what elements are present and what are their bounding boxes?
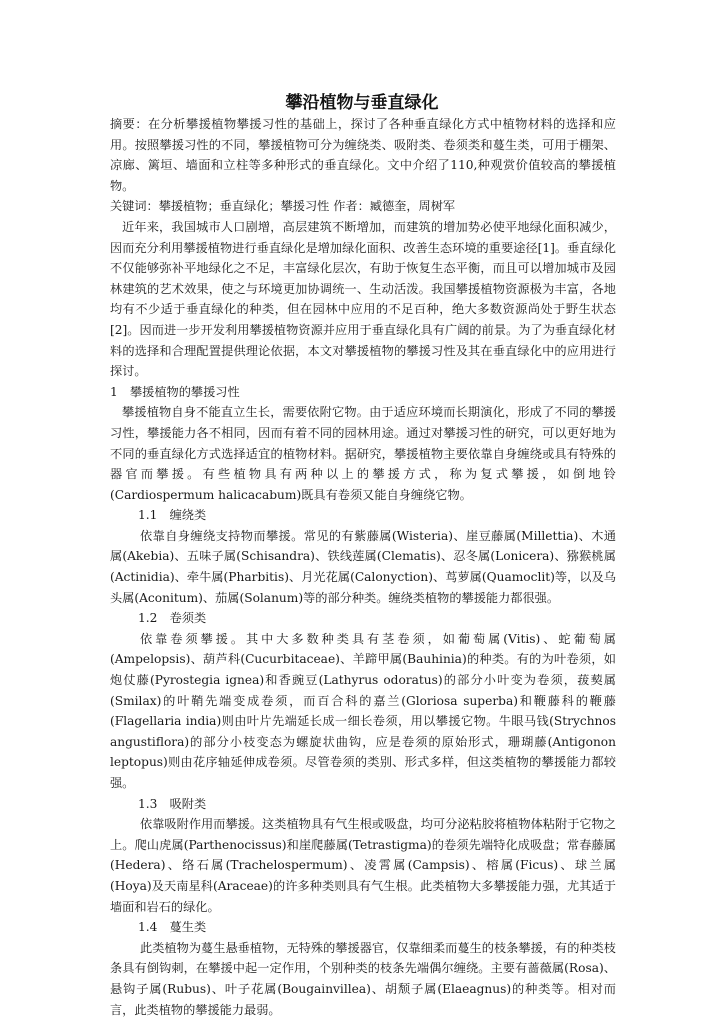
section-1-4-heading: 1.4 蔓生类 — [138, 920, 207, 935]
section-1-1-heading: 1.1 缠绕类 — [138, 508, 207, 523]
section-1-heading: 1 攀援植物的攀援习性 — [110, 384, 240, 399]
section-1-2-heading: 1.2 卷须类 — [138, 611, 207, 626]
section-1-2-paragraph: 依靠卷须攀援。其中大多数种类具有茎卷须，如葡萄属(Vitis)、蛇葡萄属(Ampelopsis)、葫芦科(Cucurbitaceae)、羊蹄甲属(Bauhinia)的种类。有的为叶卷须，如炮仗藤(Pyrostegia ignea)和香豌豆(Lathyrus odoratus)的部分小叶变为卷须，菝葜属(Smilax)的叶鞘先端变成卷须，而百合科的嘉兰(Gloriosa superba)和鞭藤科的鞭藤(Flagellaria india)则由叶片先端延长成一细长卷须，用以攀援它物。牛眼马钱(Strychnos angustiflora)的部分小枝变态为螺旋状曲钩，应是卷须的原始形式，珊瑚藤(Antigonon leptopus)则由花序轴延伸成卷须。尽管卷须的类别、形式多样，但这类植物的攀援能力都较强。 — [110, 631, 616, 790]
section-1-4-paragraph: 此类植物为蔓生悬垂植物，无特殊的攀援器官，仅靠细柔而蔓生的枝条攀援，有的种类枝条具有倒钩刺，在攀援中起一定作用，个别种类的枝条先端偶尔缠绕。主要有蔷薇属(Rosa)、悬钩子属(Rubus)、叶子花属(Bougainvillea)、胡颓子属(Elaeagnus)的种类等。相对而言，此类植物的攀援能力最弱。 — [110, 940, 616, 1017]
section-1-paragraph: 攀援植物自身不能直立生长，需要依附它物。由于适应环境而长期演化，形成了不同的攀援习性，攀援能力各不相同，因而有着不同的园林用途。通过对攀援习性的研究，可以更好地为不同的垂直绿化方式选择适宜的植物材料。据研究，攀援植物主要依靠自身缠绕或具有特殊的器官而攀援。有些植物具有两种以上的攀援方式，称为复式攀援，如倒地铃(Cardiospermum halicacabum)既具有卷须又能自身缠绕它物。 — [110, 405, 616, 502]
intro-paragraph: 近年来，我国城市人口剧增，高层建筑不断增加，而建筑的增加势必使平地绿化面积减少，因而充分利用攀援植物进行垂直绿化是增加绿化面积、改善生态环境的重要途径[1]。垂直绿化不仅能够弥补平地绿化之不足，丰富绿化层次，有助于恢复生态平衡，而且可以增加城市及园林建筑的艺术效果，使之与环境更加协调统一、生动活泼。我国攀援植物资源极为丰富，各地均有不少适于垂直绿化的种类，但在园林中应用的不足百种，绝大多数资源尚处于野生状态[2]。因而进一步开发利用攀援植物资源并应用于垂直绿化具有广阔的前景。为了为垂直绿化材料的选择和合理配置提供理论依据，本文对攀援植物的攀援习性及其在垂直绿化中的应用进行探讨。 — [110, 219, 616, 379]
abstract-paragraph: 摘要：在分析攀援植物攀援习性的基础上，探讨了各种垂直绿化方式中植物材料的选择和应用。按照攀援习性的不同，攀援植物可分为缠绕类、吸附类、卷须类和蔓生类，可用于棚架、凉廊、篱垣、墙面和立柱等多种形式的垂直绿化。文中介绍了110,种观赏价值较高的攀援植物。 — [110, 117, 616, 193]
paper-title: 攀沿植物与垂直绿化 — [285, 93, 439, 113]
section-1-3-paragraph: 依靠吸附作用而攀援。这类植物具有气生根或吸盘，均可分泌粘胶将植物体粘附于它物之上。爬山虎属(Parthenocissus)和崖爬藤属(Tetrastigma)的卷须先端特化成吸盘；常春藤属(Hedera)、络石属(Trachelospermum)、凌霄属(Campsis)、榕属(Ficus)、球兰属(Hoya)及天南星科(Araceae)的许多种类则具有气生根。此类植物大多攀援能力强，尤其适于墙面和岩石的绿化。 — [110, 817, 616, 914]
paper-body — [110, 114, 616, 1020]
keywords-line: 关键词：攀援植物；垂直绿化；攀援习性 作者：臧德奎，周树军 — [110, 199, 456, 214]
section-1-1-paragraph: 依靠自身缠绕支持物而攀援。常见的有紫藤属(Wisteria)、崖豆藤属(Millettia)、木通属(Akebia)、五味子属(Schisandra)、铁线莲属(Clematis)、忍冬属(Lonicera)、猕猴桃属(Actinidia)、牵牛属(Pharbitis)、月光花属(Calonyction)、茑萝属(Quamoclit)等，以及乌头属(Aconitum)、茄属(Solanum)等的部分种类。缠绕类植物的攀援能力都很强。 — [110, 528, 616, 605]
section-1-3-heading: 1.3 吸附类 — [138, 796, 207, 811]
